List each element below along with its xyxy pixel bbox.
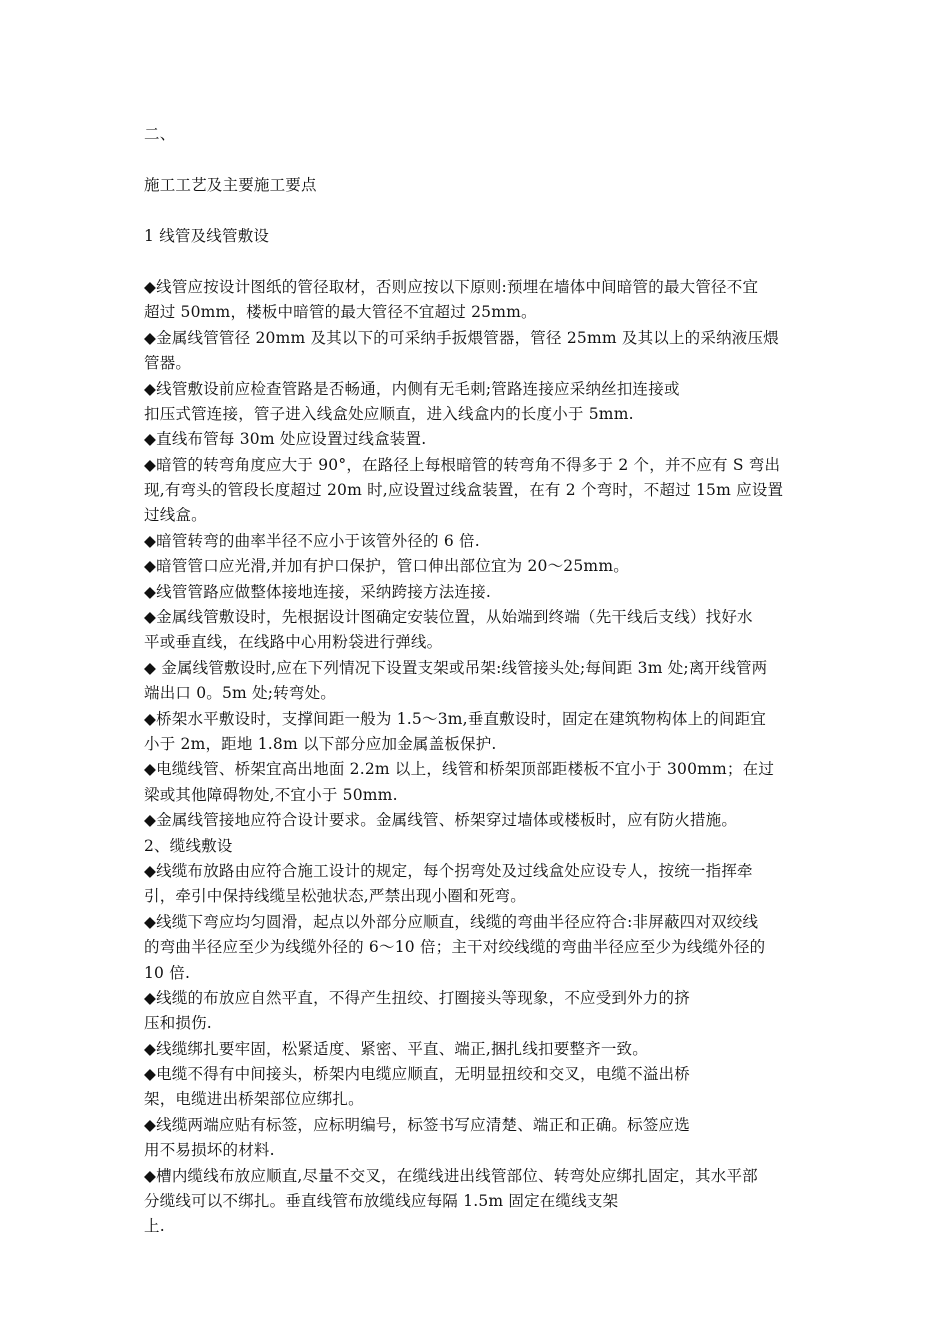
text-line: ◆线管管路应做整体接地连接，采纳跨接方法连接. <box>144 582 491 601</box>
text-line: 分缆线可以不绑扎。垂直线管布放缆线应每隔 1.5m 固定在缆线支架 <box>144 1192 619 1211</box>
text-line: ◆暗管的转弯角度应大于 90°，在路径上每根暗管的转弯角不得多于 2 个，并不应有 S 弯出 <box>144 455 781 474</box>
text-line: 用不易损坏的材料. <box>144 1141 275 1160</box>
subsection-1-body <box>144 275 808 834</box>
text-line: 引，牵引中保持线缆呈松弛状态,严禁出现小圈和死弯。 <box>144 887 526 906</box>
text-line: ◆电缆不得有中间接头，桥架内电缆应顺直，无明显扭绞和交叉，电缆不溢出桥 <box>144 1065 690 1084</box>
subsection-heading-2: 2、缆线敷设 <box>144 836 233 855</box>
text-line: 平或垂直线，在线路中心用粉袋进行弹线。 <box>144 633 443 652</box>
text-line: 小于 2m，距地 1.8m 以下部分应加金属盖板保护. <box>144 734 497 753</box>
text-line: ◆槽内缆线布放应顺直,尽量不交叉，在缆线进出线管部位、转弯处应绑扎固定，其水平部 <box>144 1166 758 1185</box>
document-body <box>144 122 808 1240</box>
text-line: ◆线缆的布放应自然平直，不得产生扭绞、打圈接头等现象，不应受到外力的挤 <box>144 988 690 1007</box>
text-line: ◆暗管管口应光滑,并加有护口保护，管口伸出部位宜为 20～25mm。 <box>144 557 629 576</box>
text-line: 端出口 0。5m 处;转弯处。 <box>144 684 336 703</box>
text-line: 压和损伤. <box>144 1014 212 1033</box>
text-line: ◆金属线管接地应符合设计要求。金属线管、桥架穿过墙体或楼板时，应有防火措施。 <box>144 811 738 830</box>
text-line: 管器。 <box>144 354 192 373</box>
text-line: ◆线缆下弯应均匀圆滑，起点以外部分应顺直，线缆的弯曲半径应符合:非屏蔽四对双绞线 <box>144 912 759 931</box>
text-line: 10 倍. <box>144 963 191 982</box>
text-line: 架，电缆进出桥架部位应绑扎。 <box>144 1090 364 1109</box>
text-line: ◆线缆绑扎要牢固，松紧适度、紧密、平直、端正,捆扎线扣要整齐一致。 <box>144 1039 648 1058</box>
text-line: ◆桥架水平敷设时，支撑间距一般为 1.5～3m,垂直敷设时，固定在建筑物构体上的间距宜 <box>144 709 767 728</box>
text-line: 的弯曲半径应至少为线缆外径的 6～10 倍；主干对绞线缆的弯曲半径应至少为线缆外径的 <box>144 938 766 957</box>
text-line: ◆ 金属线管敷设时,应在下列情况下设置支架或吊架:线管接头处;每间距 3m 处;离开线管两 <box>144 658 768 677</box>
text-line: ◆线缆两端应贴有标签，应标明编号，标签书写应清楚、端正和正确。标签应选 <box>144 1115 690 1134</box>
text-line: ◆金属线管管径 20mm 及其以下的可采纳手扳煨管器，管径 25mm 及其以上的采纳液压煨 <box>144 328 779 347</box>
text-line: 上. <box>144 1217 165 1236</box>
subsection-2-body <box>144 859 808 1240</box>
section-title: 施工工艺及主要施工要点 <box>144 175 317 194</box>
text-line: ◆暗管转弯的曲率半径不应小于该管外径的 6 倍. <box>144 531 480 550</box>
section-number: 二、 <box>144 125 176 143</box>
text-line: 扣压式管连接，管子进入线盒处应顺直，进入线盒内的长度小于 5mm. <box>144 404 634 423</box>
text-line: 现,有弯头的管段长度超过 20m 时,应设置过线盒装置，在有 2 个弯时，不超过 15m 应设置 <box>144 481 784 500</box>
text-line: ◆线管敷设前应检查管路是否畅通，内侧有无毛刺;管路连接应采纳丝扣连接或 <box>144 379 680 398</box>
text-line: ◆线管应按设计图纸的管径取材，否则应按以下原则:预埋在墙体中间暗管的最大管径不宜 <box>144 277 759 296</box>
text-line: ◆电缆线管、桥架宜高出地面 2.2m 以上，线管和桥架顶部距楼板不宜小于 300mm；在过 <box>144 760 775 779</box>
text-line: ◆直线布管每 30m 处应设置过线盒装置. <box>144 430 427 449</box>
text-line: ◆线缆布放路由应符合施工设计的规定，每个拐弯处及过线盒处应设专人，按统一指挥牵 <box>144 861 753 880</box>
text-line: 梁或其他障碍物处,不宜小于 50mm. <box>144 785 398 804</box>
text-line: ◆金属线管敷设时，先根据设计图确定安装位置，从始端到终端（先干线后支线）找好水 <box>144 608 753 627</box>
subsection-heading-1: 1 线管及线管敷设 <box>144 226 270 245</box>
text-line: 超过 50mm，楼板中暗管的最大管径不宜超过 25mm。 <box>144 303 537 322</box>
text-line: 过线盒。 <box>144 506 207 525</box>
